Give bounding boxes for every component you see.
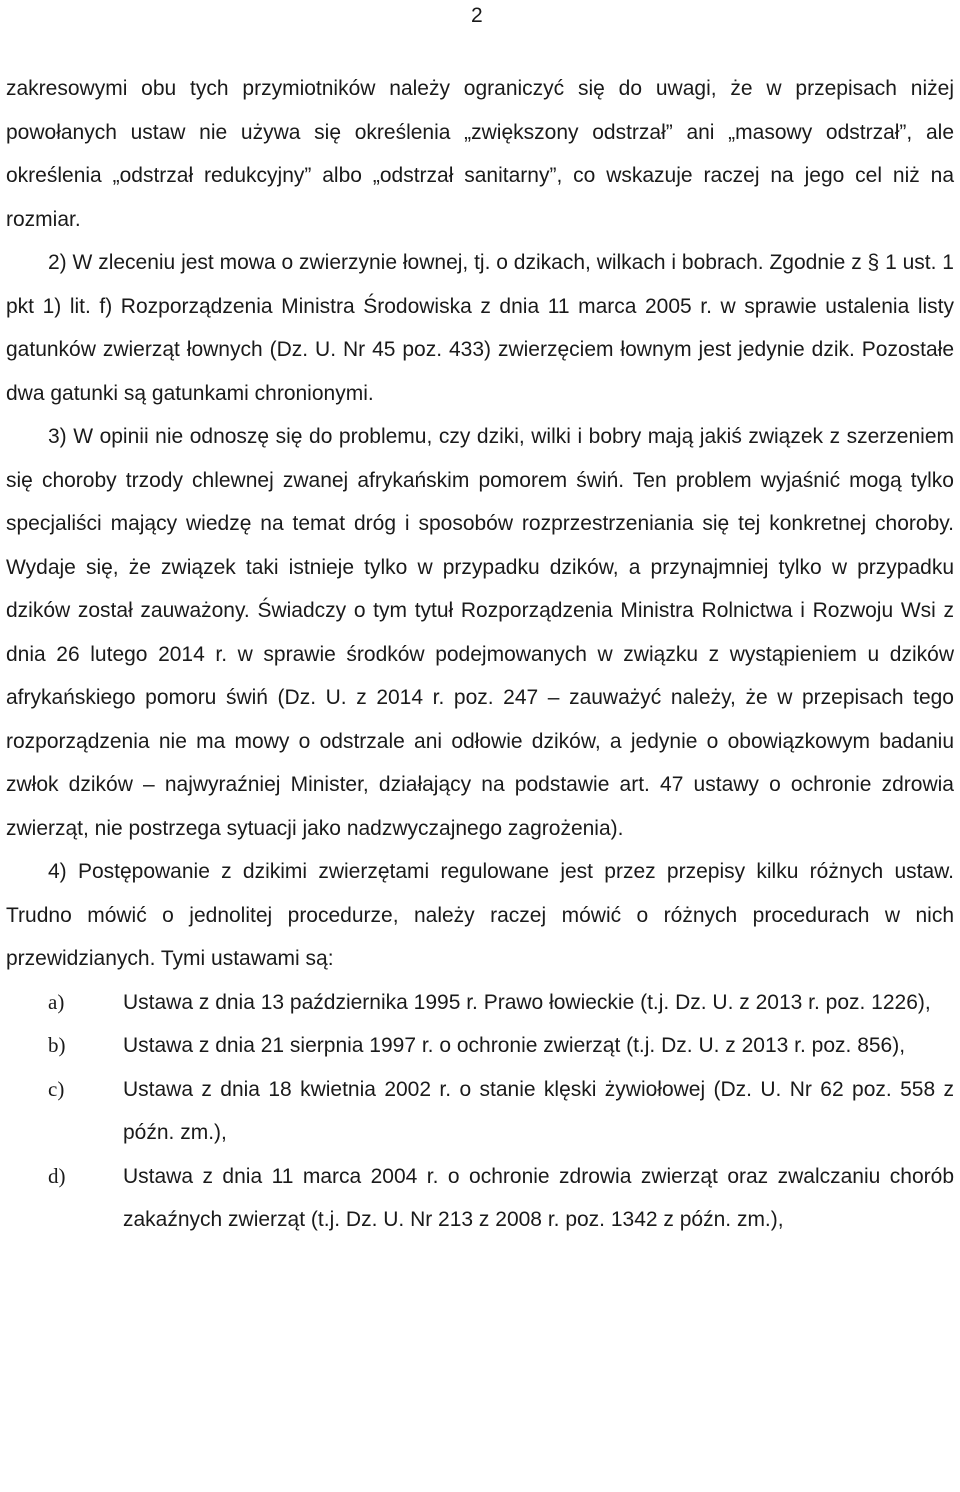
list-marker: b)	[48, 1033, 66, 1057]
list-item	[6, 981, 954, 1025]
paragraph-2: 2) W zleceniu jest mowa o zwierzynie łownej, tj. o dzikach, wilkach i bobrach. Zgodnie z § 1 ust. 1 pkt 1) lit. f) Rozporządzenia Ministra Środowiska z dnia 11 marca 2005 r. w sprawie ustalenia listy gatunków zwierząt łownych (Dz. U. Nr 45 poz. 433) zwierzęciem łownym jest jedynie dzik. Pozostałe dwa gatunki są gatunkami chronionymi.	[6, 251, 954, 405]
list-item-text: Ustawa z dnia 21 sierpnia 1997 r. o ochronie zwierząt (t.j. Dz. U. z 2013 r. poz. 856),	[123, 1034, 906, 1057]
list-item-text: Ustawa z dnia 18 kwietnia 2002 r. o stanie klęski żywiołowej (Dz. U. Nr 62 poz. 558 z późn. zm.),	[123, 1077, 954, 1144]
list-item-text: Ustawa z dnia 13 października 1995 r. Prawo łowieckie (t.j. Dz. U. z 2013 r. poz. 1226),	[123, 990, 931, 1014]
list-marker: a)	[48, 989, 65, 1014]
paragraph-4: 4) Postępowanie z dzikimi zwierzętami regulowane jest przez przepisy kilku różnych ustaw. Trudno mówić o jednolitej procedurze, należy raczej mówić o różnych procedurach w nich przewidzianych. Tymi ustawami są:	[6, 860, 954, 970]
list-item	[6, 1024, 954, 1068]
page-number: 2	[471, 4, 483, 27]
list-item	[6, 1155, 954, 1242]
paragraph-continuation: zakresowymi obu tych przymiotników należy ograniczyć się do uwagi, że w przepisach niżej powołanych ustaw nie używa się określenia „zwiększony odstrzał” ani „masowy odstrzał”, ale określenia „odstrzał redukcyjny” albo „odstrzał sanitarny”, co wskazuje raczej na jego cel niż na rozmiar.	[6, 77, 954, 231]
list-marker: d)	[48, 1163, 66, 1188]
list-marker: c)	[48, 1076, 65, 1101]
statute-list	[6, 981, 954, 1242]
paragraph-3: 3) W opinii nie odnoszę się do problemu, czy dziki, wilki i bobry mają jakiś związek z szerzeniem się choroby trzody chlewnej zwanej afrykańskim pomorem świń. Ten problem wyjaśnić mogą tylko specjaliści mający wiedzę na temat dróg i sposobów rozprzestrzeniania się tej konkretnej choroby. Wydaje się, że związek taki istnieje tylko w przypadku dzików, a przynajmniej tylko w przypadku dzików został zauważony. Świadczy o tym tytuł Rozporządzenia Ministra Rolnictwa i Rozwoju Wsi z dnia 26 lutego 2014 r. w sprawie środków podejmowanych w związku z wystąpieniem u dzików afrykańskiego pomoru świń (Dz. U. z 2014 r. poz. 247 – zauważyć należy, że w przepisach tego rozporządzenia nie ma mowy o odstrzale ani odłowie dzików, a jedynie o obowiązkowym badaniu zwłok dzików – najwyraźniej Minister, działający na podstawie art. 47 ustawy o ochronie zdrowia zwierząt, nie postrzega sytuacji jako nadzwyczajnego zagrożenia).	[6, 425, 954, 840]
list-item	[6, 1068, 954, 1155]
document-body	[6, 67, 954, 1242]
list-item-text: Ustawa z dnia 11 marca 2004 r. o ochronie zdrowia zwierząt oraz zwalczaniu chorób zakaźnych zwierząt (t.j. Dz. U. Nr 213 z 2008 r. poz. 1342 z późn. zm.),	[123, 1164, 954, 1231]
